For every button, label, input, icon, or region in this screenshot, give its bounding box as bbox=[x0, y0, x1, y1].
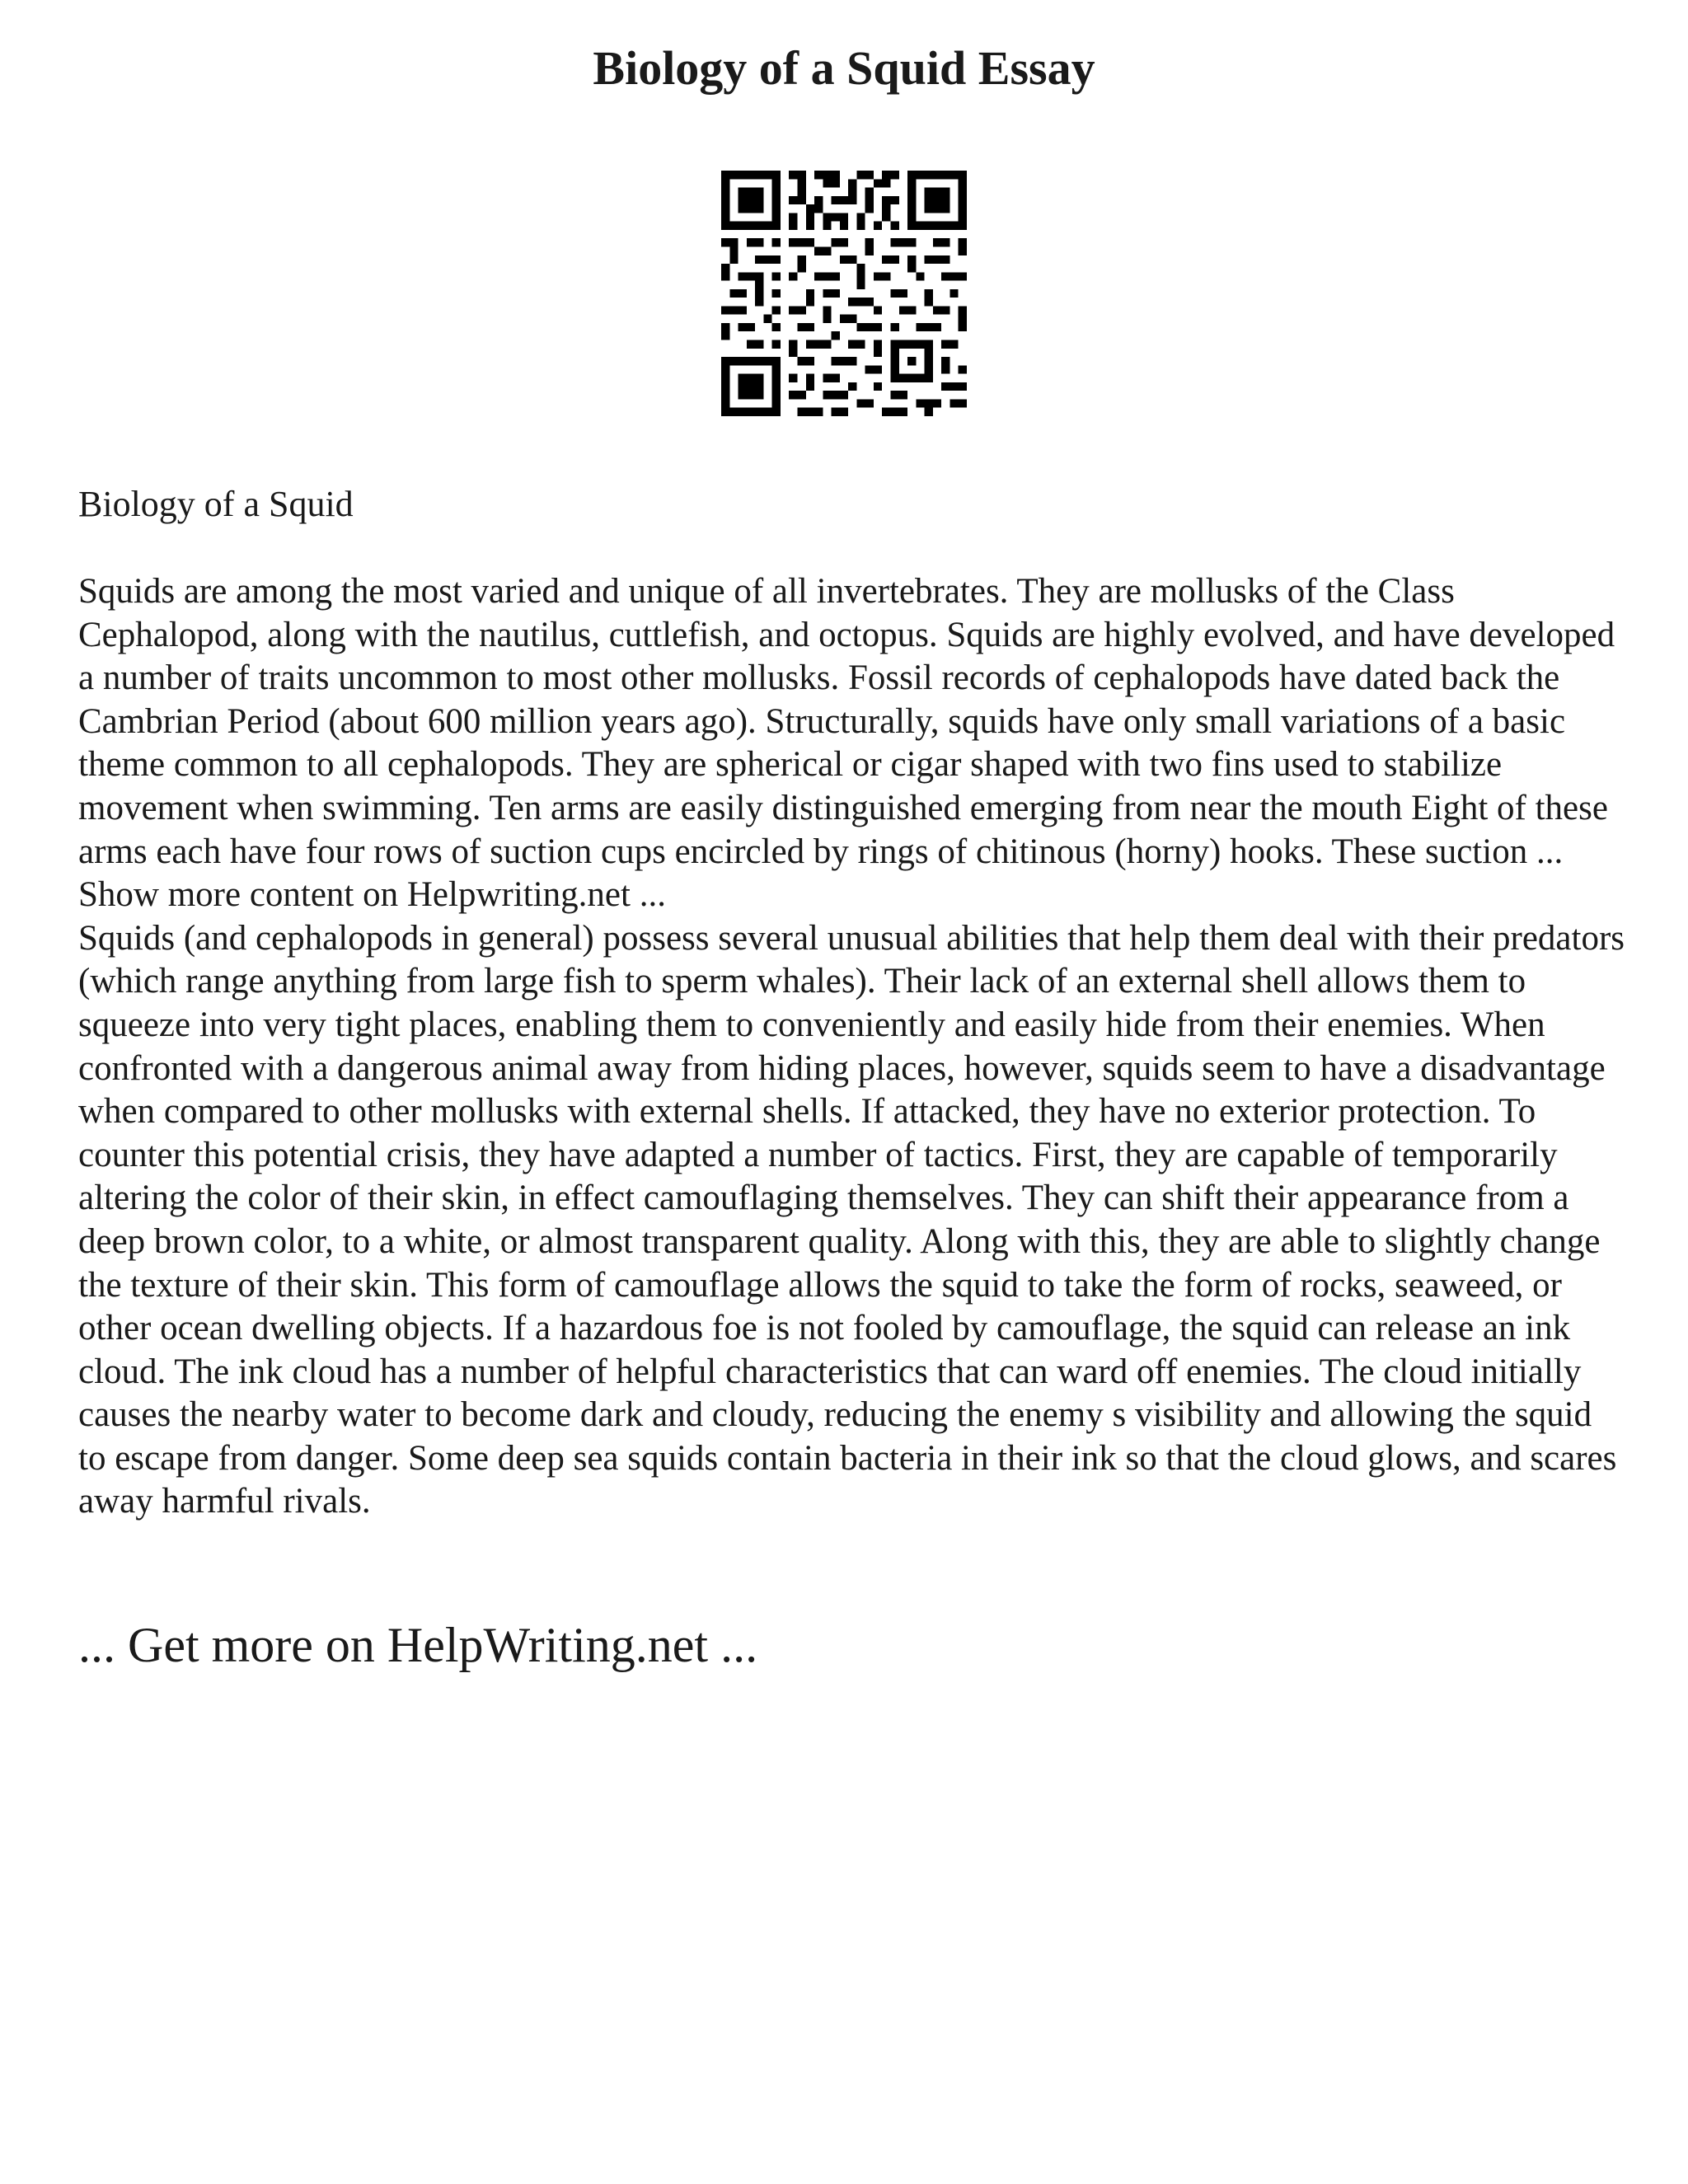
paragraph: Squids are among the most varied and unique of all invertebrates. They are mollusks of the Class Cephalopod, along with the nautilus, cuttlefish, and octopus. Squids are highly evolved, and have developed a number of traits uncommon to most other mollusks. Fossil records of cephalopods have dated back the Cambrian Period (about 600 million years ago). Structurally, squids have only small variations of a basic theme common to all cephalopods. They are spherical or cigar shaped with two fins used to stabilize movement when swimming. Ten arms are easily distinguished emerging from near the mouth Eight of these arms each have four rows of suction cups encircled by rings of chitinous (horny) hooks. These suction ... Show more content on Helpwriting.net ... bbox=[78, 572, 1615, 915]
page-title: Biology of a Squid Essay bbox=[593, 41, 1095, 95]
get-more-link[interactable]: ... Get more on HelpWriting.net ... bbox=[78, 1618, 758, 1672]
paragraph: Squids (and cephalopods in general) possess several unusual abilities that help them deal with their predators (which range anything from large fish to sperm whales). Their lack of an external shell allows them to squeeze into very tight places, enabling them to conveniently and easily hide from their enemies. When confronted with a dangerous animal away from hiding places, however, squids seem to have a disadvantage when compared to other mollusks with external shells. If attacked, they have no exterior protection. To counter this potential crisis, they have adapted a number of tactics. First, they are capable of temporarily altering the color of their skin, in effect camouflaging themselves. They can shift their appearance from a deep brown color, to a white, or almost transparent quality. Along with this, they are able to slightly change the texture of their skin. This form of camouflage allows the squid to take the form of rocks, seaweed, or other ocean dwelling objects. If a hazardous foe is not fooled by camouflage, the squid can release an ink cloud. The ink cloud has a number of helpful characteristics that can ward off enemies. The cloud initially causes the nearby water to become dark and cloudy, reducing the enemy s visibility and allowing the squid to escape from danger. Some deep sea squids contain bacteria in their ink so that the cloud glows, and scares away harmful rivals. bbox=[78, 918, 1625, 1521]
qr-code-icon bbox=[721, 171, 967, 416]
essay-body bbox=[78, 570, 1628, 1524]
document-subtitle: Biology of a Squid bbox=[78, 484, 354, 524]
